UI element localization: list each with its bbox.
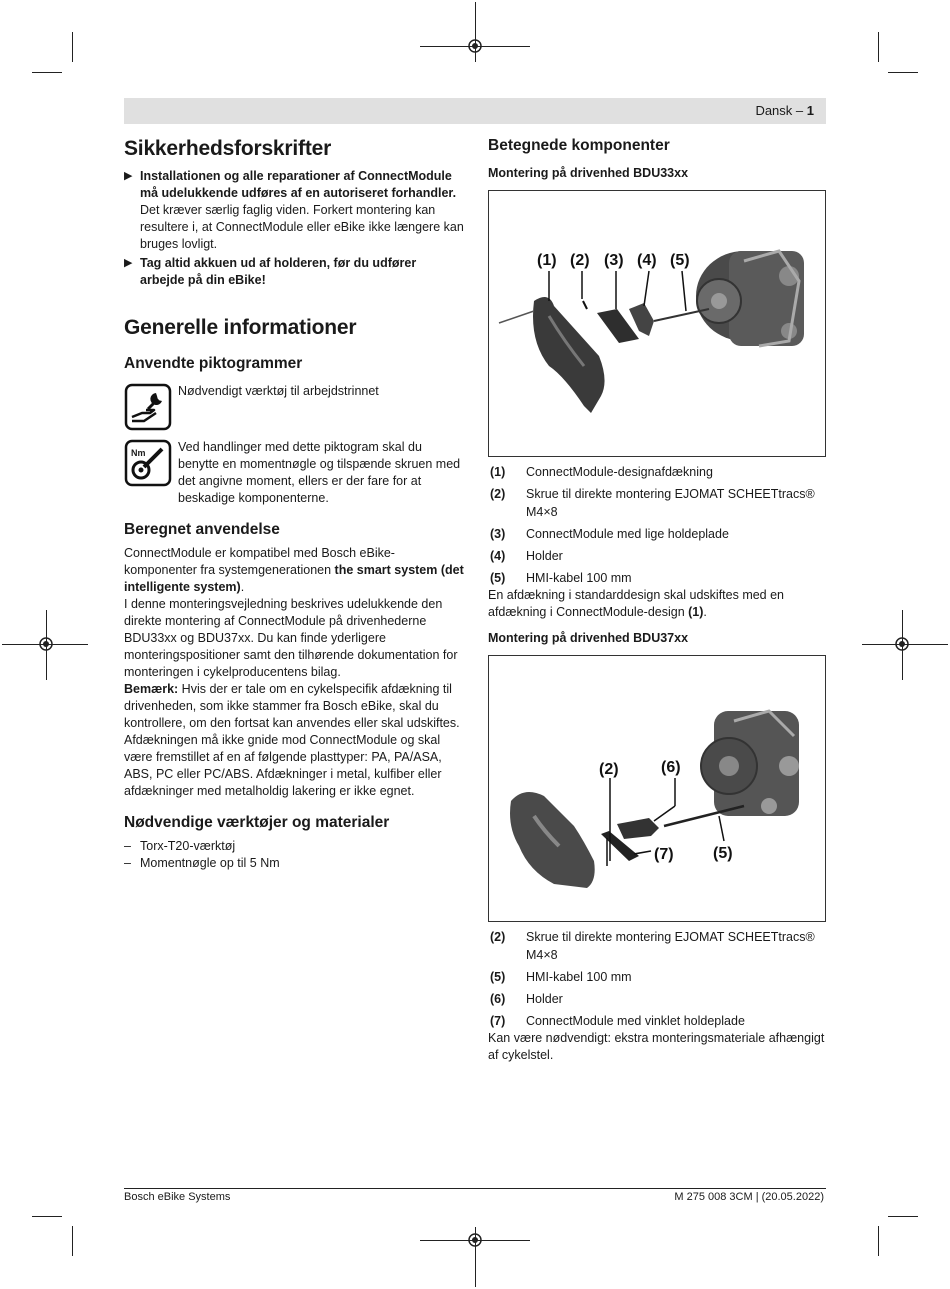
callout-2: (2) [570, 252, 590, 269]
crop-mark [888, 1216, 918, 1217]
intended-use-bold: the smart system (det intelligente system) [124, 563, 464, 594]
tool-hand-icon [124, 383, 172, 431]
registration-mark-icon [38, 636, 54, 652]
legend-number: (5) [490, 571, 506, 585]
registration-mark-icon [467, 38, 483, 54]
dash-marker: – [124, 839, 131, 853]
left-column [124, 134, 464, 872]
legend-text: Holder [526, 549, 563, 563]
tools-title: Nødvendige værktøjer og materialer [124, 814, 390, 831]
crop-mark [32, 72, 62, 73]
page-header [755, 103, 814, 118]
legend-text: HMI-kabel 100 mm [526, 970, 632, 984]
legend-item [488, 547, 826, 565]
crop-mark [32, 1216, 62, 1217]
fig1-note-punct: . [703, 605, 707, 619]
cover-graphic [499, 297, 605, 413]
tool-item: Torx-T20-værktøj [140, 839, 236, 853]
intended-use-text: ConnectModule er kompatibel med Bosch eBike-komponenter fra systemgenerationen [124, 546, 395, 577]
legend-item [488, 569, 826, 587]
crop-mark [888, 72, 918, 73]
crop-mark [72, 32, 73, 62]
fig2-title: Montering på drivenhed BDU37xx [488, 631, 689, 645]
fig1-title: Montering på drivenhed BDU33xx [488, 166, 689, 180]
torque-wrench-icon [124, 439, 172, 487]
legend-item [488, 1012, 826, 1030]
callout-7: (7) [654, 846, 674, 863]
safety-title: Sikkerhedsforskrifter [124, 137, 332, 160]
callout-leaders [549, 271, 686, 311]
intended-use-title: Beregnet anvendelse [124, 521, 280, 538]
legend-item [488, 463, 826, 481]
registration-mark-icon [467, 1232, 483, 1248]
legend-item [488, 968, 826, 986]
callout-3: (3) [604, 252, 624, 269]
header-language: Dansk [755, 103, 793, 118]
header-separator: – [792, 103, 807, 118]
callout-5: (5) [670, 252, 690, 269]
header-band [124, 98, 826, 124]
legend-number: (4) [490, 549, 506, 563]
figure-bdu33xx [488, 190, 826, 457]
safety-bullet-text: Det kræver særlig faglig viden. Forkert montering kan resultere i, at ConnectModule eller eBike ikke længere kan bruges lovligt. [140, 203, 464, 251]
list-item [124, 838, 464, 855]
crop-mark [72, 1226, 73, 1256]
pictogram-tool-text: Nødvendigt værktøj til arbejdstrinnet [178, 384, 379, 398]
safety-bullet-bold: Tag altid akkuen ud af holderen, før du udfører arbejde på din eBike! [140, 256, 417, 287]
drive-unit-graphic [701, 711, 799, 816]
callout-4: (4) [637, 252, 657, 269]
crop-mark [878, 32, 879, 62]
legend-number: (3) [490, 527, 506, 541]
torque-unit-label: Nm [131, 448, 146, 458]
cover-graphic [510, 792, 595, 888]
exploded-view-bdu33xx [489, 191, 825, 456]
callout-1: (1) [537, 252, 557, 269]
tool-item: Momentnøgle op til 5 Nm [140, 856, 280, 870]
fig2-note: Kan være nødvendigt: ekstra monteringsmateriale afhængigt af cykelstel. [488, 1031, 825, 1062]
legend-item [488, 928, 826, 964]
footer-rule [124, 1188, 826, 1189]
pictogram-row [124, 439, 464, 507]
callout-2: (2) [599, 761, 619, 778]
legend-text: ConnectModule-designafdækning [526, 465, 713, 479]
legend-text: HMI-kabel 100 mm [526, 571, 632, 585]
dash-marker: – [124, 856, 131, 870]
legend-text: ConnectModule med vinklet holdeplade [526, 1014, 745, 1028]
legend-text: Skrue til direkte montering EJOMAT SCHEETtracs® M4×8 [526, 487, 815, 519]
pictogram-row [124, 383, 464, 431]
list-item [124, 855, 464, 872]
legend-number: (5) [490, 970, 506, 984]
note-paragraph [124, 681, 464, 800]
legend-text: Skrue til direkte montering EJOMAT SCHEETtracs® M4×8 [526, 930, 815, 962]
legend-number: (2) [490, 487, 506, 501]
safety-bullet [124, 255, 464, 289]
legend-number: (2) [490, 930, 506, 944]
module-graphic [583, 301, 709, 343]
arrow-right-icon: ▶ [124, 170, 133, 182]
drive-unit-graphic [696, 251, 804, 346]
legend-text: ConnectModule med lige holdeplade [526, 527, 729, 541]
general-title: Generelle informationer [124, 316, 357, 339]
crop-mark [878, 1226, 879, 1256]
footer-company: Bosch eBike Systems [124, 1191, 231, 1203]
legend-number: (1) [490, 465, 506, 479]
intended-use-p1 [124, 545, 464, 596]
legend-number: (6) [490, 992, 506, 1006]
registration-mark-icon [894, 636, 910, 652]
legend-bdu33xx [488, 463, 826, 587]
fig1-note-ref: (1) [688, 605, 704, 619]
pictograms-title: Anvendte piktogrammer [124, 355, 303, 372]
safety-bullet [124, 168, 464, 253]
fig1-note [488, 587, 826, 621]
callout-6: (6) [661, 759, 681, 776]
note-text: Hvis der er tale om en cykelspecifik afdækning til drivenheden, som ikke stammer fra Bosch eBike, skal du kontrollere, om den fortsat kan anvendes eller skal udskiftes. Afdækningen må ikke gnide mod ConnectModule og skal være fremstillet af en af følgende plasttyper: PA, PA/ASA, ABS, PC eller PC/ABS. Afdækninger i metal, kulfiber eller afdækninger med metalholdig lakering er ikke egnet. [124, 682, 460, 798]
legend-item [488, 485, 826, 521]
intended-use-punct: . [240, 580, 245, 594]
exploded-view-bdu37xx [489, 656, 825, 921]
page-number: 1 [806, 103, 814, 118]
callout-5: (5) [713, 845, 733, 862]
legend-number: (7) [490, 1014, 506, 1028]
legend-text: Holder [526, 992, 563, 1006]
figure-bdu37xx [488, 655, 826, 922]
right-column [488, 134, 826, 1064]
note-label: Bemærk: [124, 682, 179, 696]
pictogram-torque-text: Ved handlinger med dette piktogram skal du benytte en momentnøgle og tilspænde skruen med det angivne moment, ellers er der fare for at beskadige komponenterne. [178, 440, 461, 505]
intended-use-p2: I denne monteringsvejledning beskrives udelukkende den direkte montering af ConnectModule på drivenhederne BDU33xx og BDU37xx. Du kan finde yderligere monteringspositioner samt den tilhørende dokumentation for monteringen i cykelproducentens bilag. [124, 597, 458, 679]
legend-bdu37xx [488, 928, 826, 1030]
footer-doc-id: M 275 008 3CM | (20.05.2022) [674, 1191, 824, 1203]
legend-item [488, 525, 826, 543]
legend-item [488, 990, 826, 1008]
safety-bullet-bold: Installationen og alle reparationer af ConnectModule må udelukkende udføres af en autoriseret forhandler. [140, 169, 457, 200]
components-title: Betegnede komponenter [488, 137, 670, 154]
fig1-note-text: En afdækning i standarddesign skal udskiftes med en afdækning i ConnectModule-design [488, 588, 785, 619]
arrow-right-icon: ▶ [124, 257, 133, 269]
